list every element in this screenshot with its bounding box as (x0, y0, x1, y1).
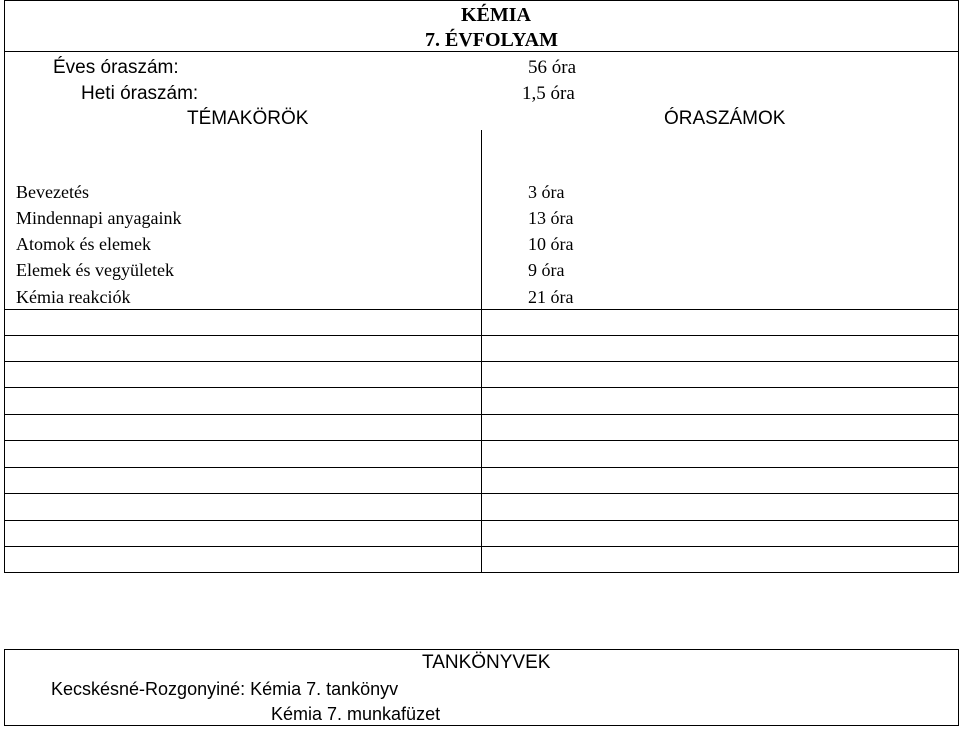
weekly-hours-label: Heti óraszám: (81, 83, 199, 104)
row-line (4, 546, 959, 547)
grade-title: 7. ÉVFOLYAM (425, 29, 558, 51)
row-line (4, 361, 959, 362)
topic-hours: 9 óra (528, 260, 565, 280)
topic-hours: 3 óra (528, 182, 565, 202)
row-line (4, 387, 959, 388)
topic-hours: 13 óra (528, 208, 574, 228)
weekly-hours-value: 1,5 óra (522, 83, 575, 104)
topic-name: Atomok és elemek (16, 234, 151, 254)
column-divider (481, 130, 482, 573)
annual-hours-value: 56 óra (528, 57, 577, 78)
row-line (4, 309, 959, 310)
annual-hours-label: Éves óraszám: (53, 57, 179, 78)
row-line (4, 335, 959, 336)
row-line (4, 467, 959, 468)
row-line (4, 520, 959, 521)
textbook-item: Kecskésné-Rozgonyiné: Kémia 7. tankönyv (51, 679, 399, 699)
textbooks-title: TANKÖNYVEK (422, 652, 551, 673)
row-line (4, 414, 959, 415)
textbook-item: Kémia 7. munkafüzet (271, 704, 441, 724)
topic-name: Mindennapi anyagaink (16, 208, 182, 228)
row-line (4, 493, 959, 494)
topic-name: Bevezetés (16, 182, 89, 202)
topic-name: Kémia reakciók (16, 287, 131, 307)
row-line (4, 440, 959, 441)
title-divider (4, 51, 959, 52)
topic-name: Elemek és vegyületek (16, 260, 174, 280)
hours-column-header: ÓRASZÁMOK (664, 108, 786, 129)
subject-title: KÉMIA (461, 4, 531, 26)
topic-hours: 10 óra (528, 234, 574, 254)
topics-column-header: TÉMAKÖRÖK (187, 108, 309, 129)
topic-hours: 21 óra (528, 287, 574, 307)
